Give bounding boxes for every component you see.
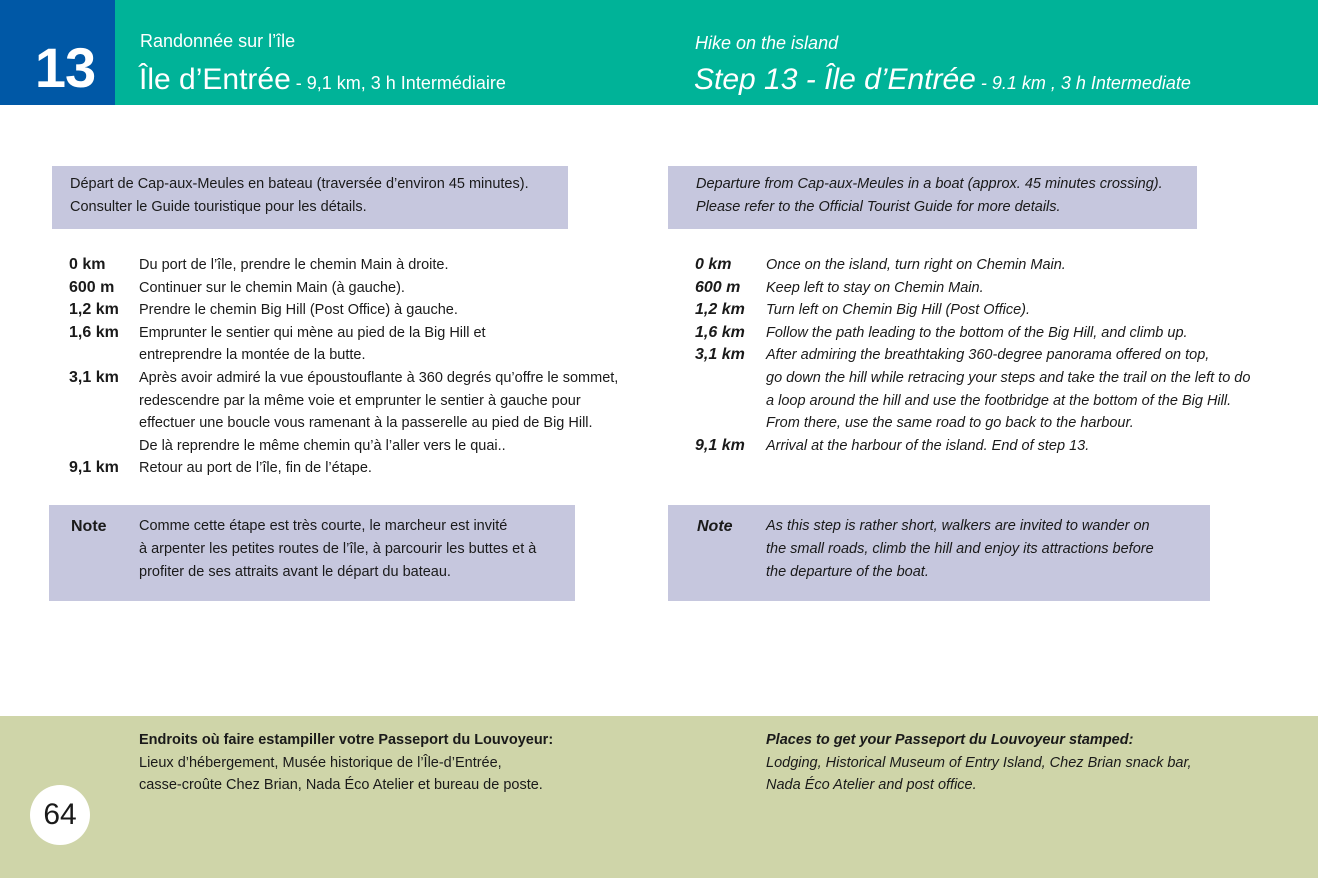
route-row: [695, 412, 1295, 435]
en-title-main: Step 13 - Île d’Entrée: [694, 63, 976, 96]
route-text: Après avoir admiré la vue époustouflante à 360 degrés qu’offre le sommet,: [139, 369, 619, 386]
route-text: Once on the island, turn right on Chemin Main.: [766, 257, 1066, 273]
page-number: 64: [43, 798, 77, 831]
route-km: 600 m: [69, 278, 115, 296]
route-km: 1,2 km: [69, 301, 119, 319]
route-row: [69, 412, 649, 435]
en-passport-line: Lodging, Historical Museum of Entry Island, Chez Brian snack bar,: [766, 754, 1192, 771]
route-km: 0 km: [695, 256, 732, 273]
route-km: 600 m: [695, 278, 741, 296]
route-text: a loop around the hill and use the footbridge at the bottom of the Big Hill.: [766, 392, 1232, 409]
fr-route-list: [69, 254, 649, 480]
route-text: Arrival at the harbour of the island. End of step 13.: [766, 437, 1090, 454]
route-row: [69, 344, 649, 367]
route-row: [69, 390, 649, 413]
fr-note-text: [139, 515, 536, 584]
en-route-list: [695, 254, 1295, 457]
fr-subtitle: Randonnée sur l’île: [140, 31, 296, 51]
en-note-line: As this step is rather short, walkers are invited to wander on: [766, 518, 1150, 534]
route-row: [69, 299, 649, 322]
fr-passport-line: Lieux d’hébergement, Musée historique de l’Île-d’Entrée,: [139, 754, 502, 771]
en-title-details: - 9.1 km , 3 h Intermediate: [975, 73, 1191, 93]
fr-note-line: Comme cette étape est très courte, le marcheur est invité: [139, 518, 508, 534]
route-row: [695, 254, 1295, 277]
fr-title: [139, 62, 506, 101]
route-km: 1,6 km: [695, 323, 745, 341]
route-text: Keep left to stay on Chemin Main.: [766, 279, 984, 296]
route-text: effectuer une boucle vous ramenant à la passerelle au pied de Big Hill.: [139, 415, 593, 432]
en-note-label: Note: [697, 518, 733, 535]
en-note-text: [766, 515, 1154, 584]
en-note-line: the small roads, climb the hill and enjoy its attractions before: [766, 541, 1154, 557]
route-text: Continuer sur le chemin Main (à gauche).: [139, 279, 405, 296]
en-note-line: the departure of the boat.: [766, 564, 929, 580]
route-row: [69, 435, 649, 458]
fr-passport-title: Endroits où faire estampiller votre Passeport du Louvoyeur:: [139, 732, 554, 748]
route-km: 9,1 km: [695, 436, 745, 454]
route-km: 0 km: [69, 256, 106, 273]
route-km: 1,6 km: [69, 323, 119, 341]
step-number: 13: [34, 36, 96, 99]
en-passport-line: Nada Éco Atelier and post office.: [766, 777, 977, 793]
route-row: [695, 299, 1295, 322]
fr-departure-text: [70, 173, 529, 219]
route-text: After admiring the breathtaking 360-degree panorama offered on top,: [766, 347, 1210, 364]
route-text: Du port de l’île, prendre le chemin Main à droite.: [139, 257, 449, 273]
route-km: 3,1 km: [695, 346, 745, 364]
route-text: go down the hill while retracing your steps and take the trail on the left to do: [766, 369, 1251, 386]
en-departure-line: Please refer to the Official Tourist Guide for more details.: [696, 199, 1061, 215]
route-text: Follow the path leading to the bottom of the Big Hill, and climb up.: [766, 324, 1188, 341]
route-row: [695, 277, 1295, 300]
fr-departure-line: Départ de Cap-aux-Meules en bateau (traversée d’environ 45 minutes).: [70, 176, 529, 192]
route-row: [695, 322, 1295, 345]
en-departure-text: [696, 173, 1163, 219]
fr-departure-line: Consulter le Guide touristique pour les détails.: [70, 199, 367, 215]
en-title: [694, 62, 1191, 101]
route-text: entreprendre la montée de la butte.: [139, 347, 366, 364]
route-row: [69, 322, 649, 345]
route-text: From there, use the same road to go back to the harbour.: [766, 415, 1134, 432]
route-row: [69, 254, 649, 277]
route-text: Turn left on Chemin Big Hill (Post Office).: [766, 302, 1031, 319]
fr-title-main: Île d’Entrée: [139, 63, 291, 96]
fr-note-line: à arpenter les petites routes de l’île, à parcourir les buttes et à: [139, 541, 537, 557]
route-text: redescendre par la même voie et emprunter le sentier à gauche pour: [139, 392, 581, 409]
en-subtitle: Hike on the island: [695, 33, 839, 53]
route-row: [695, 435, 1295, 458]
en-passport-title: Places to get your Passeport du Louvoyeur stamped:: [766, 732, 1134, 748]
en-departure-line: Departure from Cap-aux-Meules in a boat (approx. 45 minutes crossing).: [696, 176, 1163, 192]
fr-passport-info: [139, 729, 553, 797]
fr-note-label: Note: [71, 518, 107, 535]
fr-title-details: - 9,1 km, 3 h Intermédiaire: [290, 73, 506, 93]
route-row: [695, 344, 1295, 367]
route-row: [695, 367, 1295, 390]
route-row: [69, 457, 649, 480]
route-row: [69, 367, 649, 390]
route-km: 3,1 km: [69, 368, 119, 386]
route-text: De là reprendre le même chemin qu’à l’aller vers le quai..: [139, 437, 506, 454]
route-row: [695, 390, 1295, 413]
route-km: 9,1 km: [69, 459, 119, 477]
fr-note-line: profiter de ses attraits avant le départ du bateau.: [139, 564, 451, 580]
en-passport-info: [766, 729, 1192, 797]
route-text: Emprunter le sentier qui mène au pied de la Big Hill et: [139, 324, 486, 341]
fr-passport-line: casse-croûte Chez Brian, Nada Éco Atelier et bureau de poste.: [139, 777, 543, 793]
route-text: Prendre le chemin Big Hill (Post Office) à gauche.: [139, 302, 458, 319]
route-text: Retour au port de l’île, fin de l’étape.: [139, 460, 372, 477]
route-km: 1,2 km: [695, 301, 745, 319]
route-row: [69, 277, 649, 300]
